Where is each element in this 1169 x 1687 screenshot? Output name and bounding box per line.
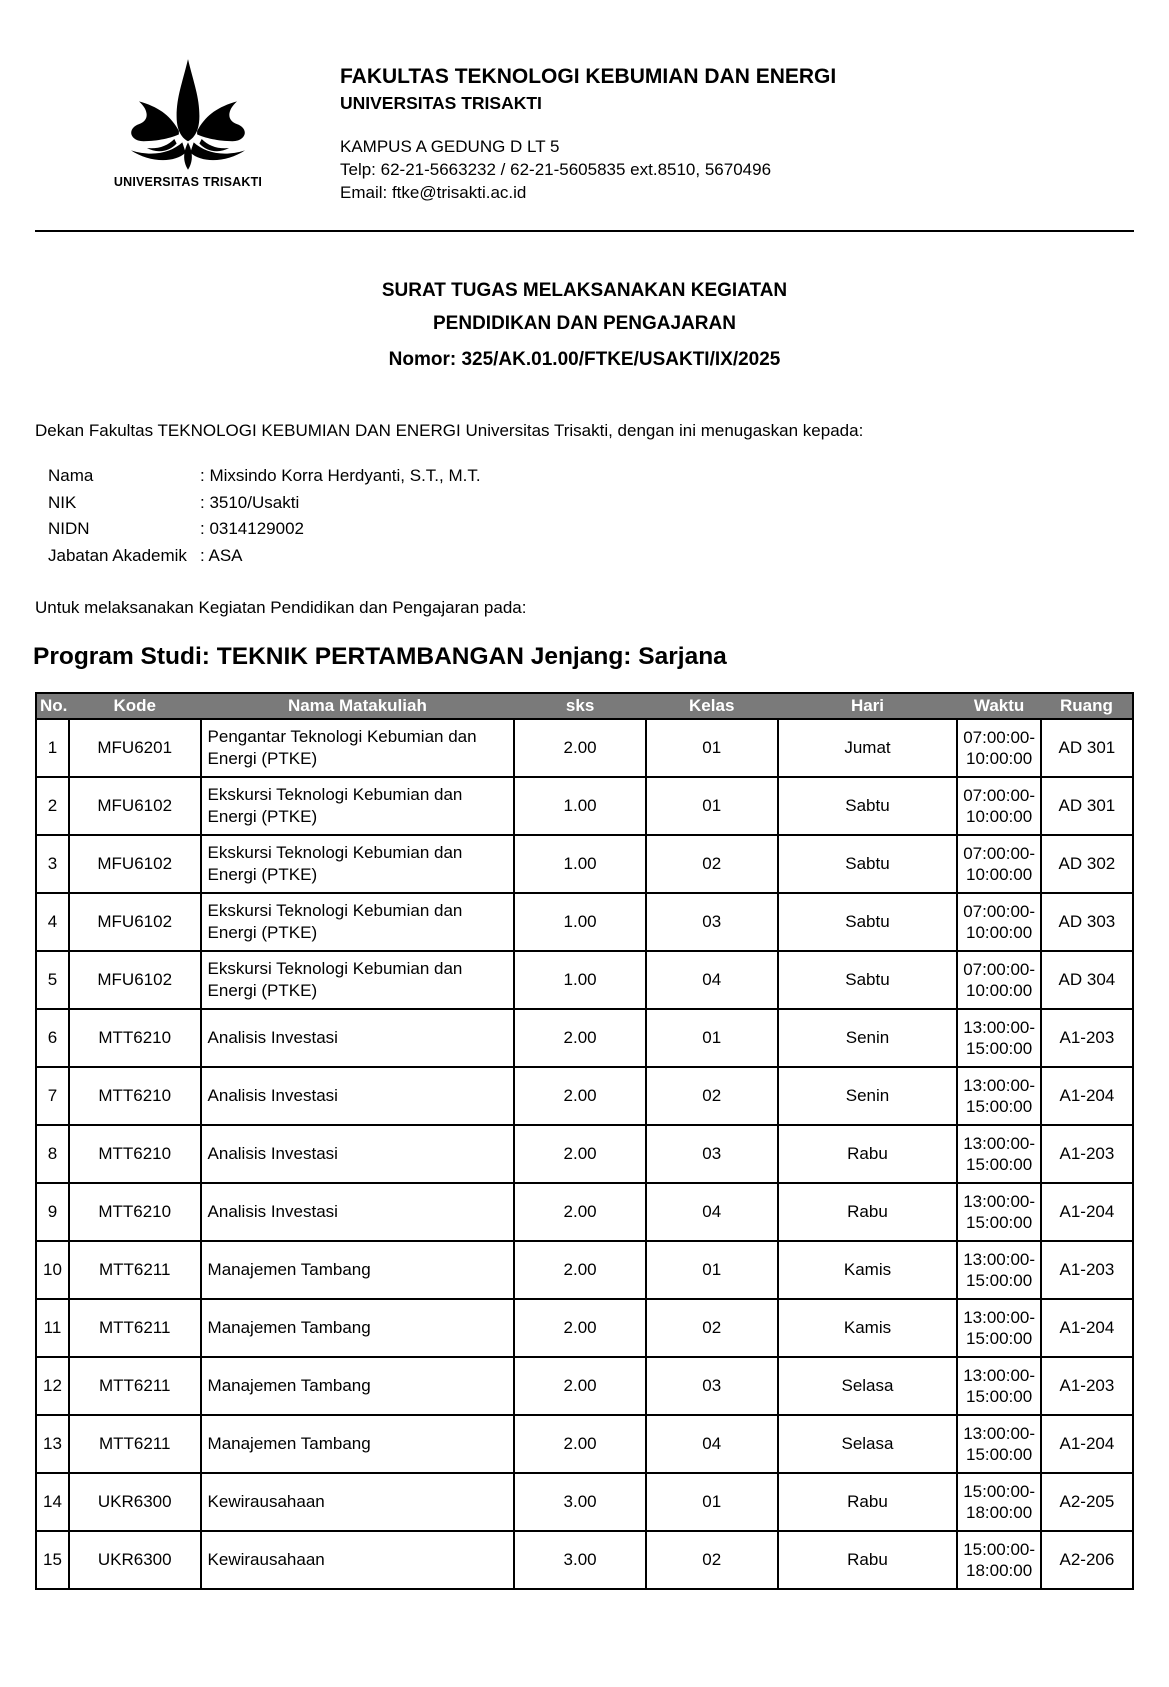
cell-kelas: 02: [646, 835, 778, 893]
cell-sks: 1.00: [514, 893, 646, 951]
document-title-line2: PENDIDIKAN DAN PENGAJARAN: [433, 313, 736, 334]
table-row: [36, 1531, 1133, 1589]
header-kelas: Kelas: [646, 693, 778, 719]
cell-ruang: A1-203: [1041, 1357, 1133, 1415]
cell-kode: MFU6102: [69, 893, 201, 951]
cell-waktu: 07:00:00- 10:00:00: [957, 835, 1040, 893]
cell-sks: 2.00: [514, 1125, 646, 1183]
cell-hari: Sabtu: [778, 951, 958, 1009]
cell-waktu: 07:00:00- 10:00:00: [957, 719, 1040, 777]
cell-no: 4: [36, 893, 69, 951]
cell-hari: Rabu: [778, 1531, 958, 1589]
cell-nama: Manajemen Tambang: [201, 1241, 515, 1299]
table-row: [36, 1415, 1133, 1473]
field-value: : 3510/Usakti: [200, 492, 300, 512]
field-value: : 0314129002: [200, 519, 304, 538]
table-row: [36, 777, 1133, 835]
table-header: [36, 693, 1133, 719]
header-ruang: Ruang: [1041, 693, 1133, 719]
letterhead-divider: [35, 230, 1134, 232]
cell-nama: Analisis Investasi: [201, 1125, 515, 1183]
cell-no: 14: [36, 1473, 69, 1531]
cell-waktu: 07:00:00- 10:00:00: [957, 893, 1040, 951]
university-logo: [112, 58, 264, 189]
cell-no: 12: [36, 1357, 69, 1415]
cell-nama: Ekskursi Teknologi Kebumian dan Energi (PTKE): [201, 951, 515, 1009]
cell-waktu: 13:00:00- 15:00:00: [957, 1183, 1040, 1241]
header-sks: sks: [514, 693, 646, 719]
cell-kelas: 03: [646, 1357, 778, 1415]
cell-kelas: 01: [646, 1473, 778, 1531]
cell-waktu: 07:00:00- 10:00:00: [957, 777, 1040, 835]
cell-hari: Sabtu: [778, 777, 958, 835]
cell-nama: Analisis Investasi: [201, 1183, 515, 1241]
cell-ruang: A1-204: [1041, 1415, 1133, 1473]
cell-ruang: AD 304: [1041, 951, 1133, 1009]
cell-ruang: A1-203: [1041, 1125, 1133, 1183]
cell-kode: UKR6300: [69, 1531, 201, 1589]
cell-no: 15: [36, 1531, 69, 1589]
cell-hari: Senin: [778, 1009, 958, 1067]
recipient-block: [48, 463, 1134, 569]
recipient-field-nik: [48, 490, 1134, 517]
trisakti-trident-icon: [119, 58, 257, 172]
logo-caption: UNIVERSITAS TRISAKTI: [113, 175, 263, 189]
cell-kelas: 01: [646, 719, 778, 777]
cell-kelas: 01: [646, 1241, 778, 1299]
cell-sks: 2.00: [514, 1009, 646, 1067]
table-row: [36, 1299, 1133, 1357]
cell-sks: 1.00: [514, 951, 646, 1009]
header-nama-matakuliah: Nama Matakuliah: [201, 693, 515, 719]
cell-waktu: 13:00:00- 15:00:00: [957, 1357, 1040, 1415]
cell-sks: 2.00: [514, 1183, 646, 1241]
field-label: NIK: [48, 492, 77, 512]
recipient-field-nama: [48, 463, 1134, 490]
cell-hari: Sabtu: [778, 835, 958, 893]
course-table-body: [36, 719, 1133, 1589]
cell-hari: Kamis: [778, 1241, 958, 1299]
cell-waktu: 13:00:00- 15:00:00: [957, 1009, 1040, 1067]
cell-hari: Selasa: [778, 1415, 958, 1473]
field-value: : ASA: [200, 545, 243, 565]
header-waktu: Waktu: [957, 693, 1040, 719]
header-no: No.: [36, 693, 69, 719]
cell-kelas: 01: [646, 777, 778, 835]
cell-kelas: 03: [646, 1125, 778, 1183]
title-block: [0, 274, 1169, 371]
recipient-field-jabatan-akademik: [48, 543, 1134, 570]
table-row: [36, 719, 1133, 777]
document-title-line1: SURAT TUGAS MELAKSANAKAN KEGIATAN: [381, 280, 788, 301]
table-row: [36, 893, 1133, 951]
cell-sks: 2.00: [514, 1241, 646, 1299]
table-row: [36, 951, 1133, 1009]
cell-kelas: 01: [646, 1009, 778, 1067]
cell-no: 6: [36, 1009, 69, 1067]
cell-no: 3: [36, 835, 69, 893]
cell-sks: 3.00: [514, 1531, 646, 1589]
cell-sks: 3.00: [514, 1473, 646, 1531]
cell-sks: 1.00: [514, 835, 646, 893]
cell-ruang: AD 302: [1041, 835, 1133, 893]
table-row: [36, 835, 1133, 893]
cell-waktu: 15:00:00- 18:00:00: [957, 1531, 1040, 1589]
cell-waktu: 13:00:00- 15:00:00: [957, 1241, 1040, 1299]
cell-kode: MTT6210: [69, 1125, 201, 1183]
cell-hari: Rabu: [778, 1473, 958, 1531]
cell-ruang: A1-204: [1041, 1183, 1133, 1241]
table-row: [36, 1125, 1133, 1183]
cell-kode: MFU6102: [69, 777, 201, 835]
cell-ruang: AD 303: [1041, 893, 1133, 951]
cell-kode: MTT6210: [69, 1009, 201, 1067]
table-row: [36, 1357, 1133, 1415]
cell-kode: MFU6102: [69, 951, 201, 1009]
table-row: [36, 1067, 1133, 1125]
cell-hari: Rabu: [778, 1183, 958, 1241]
cell-nama: Kewirausahaan: [201, 1531, 515, 1589]
cell-nama: Ekskursi Teknologi Kebumian dan Energi (PTKE): [201, 777, 515, 835]
cell-waktu: 13:00:00- 15:00:00: [957, 1299, 1040, 1357]
cell-nama: Ekskursi Teknologi Kebumian dan Energi (PTKE): [201, 893, 515, 951]
cell-kelas: 02: [646, 1299, 778, 1357]
table-row: [36, 1009, 1133, 1067]
faculty-name: FAKULTAS TEKNOLOGI KEBUMIAN DAN ENERGI: [340, 65, 837, 88]
table-row: [36, 1183, 1133, 1241]
table-row: [36, 1241, 1133, 1299]
field-label: Nama: [48, 466, 94, 485]
cell-nama: Ekskursi Teknologi Kebumian dan Energi (PTKE): [201, 835, 515, 893]
cell-hari: Kamis: [778, 1299, 958, 1357]
cell-hari: Selasa: [778, 1357, 958, 1415]
cell-ruang: A1-203: [1041, 1009, 1133, 1067]
cell-no: 11: [36, 1299, 69, 1357]
header-hari: Hari: [778, 693, 958, 719]
cell-nama: Analisis Investasi: [201, 1009, 515, 1067]
cell-ruang: AD 301: [1041, 777, 1133, 835]
program-title: Program Studi: TEKNIK PERTAMBANGAN Jenjang: Sarjana: [33, 643, 727, 670]
cell-kelas: 04: [646, 1415, 778, 1473]
cell-sks: 2.00: [514, 1299, 646, 1357]
cell-sks: 2.00: [514, 1415, 646, 1473]
cell-kelas: 03: [646, 893, 778, 951]
campus-address: KAMPUS A GEDUNG D LT 5: [340, 137, 560, 156]
cell-no: 8: [36, 1125, 69, 1183]
cell-waktu: 13:00:00- 15:00:00: [957, 1067, 1040, 1125]
cell-sks: 2.00: [514, 719, 646, 777]
cell-waktu: 15:00:00- 18:00:00: [957, 1473, 1040, 1531]
letterhead-text: [340, 58, 836, 204]
cell-kode: MFU6102: [69, 835, 201, 893]
cell-nama: Pengantar Teknologi Kebumian dan Energi (PTKE): [201, 719, 515, 777]
cell-ruang: A1-204: [1041, 1299, 1133, 1357]
cell-no: 10: [36, 1241, 69, 1299]
document-number: Nomor: 325/AK.01.00/FTKE/USAKTI/IX/2025: [388, 349, 781, 370]
cell-hari: Rabu: [778, 1125, 958, 1183]
cell-nama: Manajemen Tambang: [201, 1357, 515, 1415]
table-header-row: [36, 693, 1133, 719]
cell-waktu: 07:00:00- 10:00:00: [957, 951, 1040, 1009]
cell-kode: MTT6210: [69, 1183, 201, 1241]
course-schedule-table: [35, 692, 1134, 1590]
cell-sks: 2.00: [514, 1067, 646, 1125]
cell-no: 13: [36, 1415, 69, 1473]
cell-no: 2: [36, 777, 69, 835]
cell-ruang: A1-203: [1041, 1241, 1133, 1299]
cell-kelas: 04: [646, 1183, 778, 1241]
cell-kelas: 04: [646, 951, 778, 1009]
cell-waktu: 13:00:00- 15:00:00: [957, 1125, 1040, 1183]
cell-kode: MTT6211: [69, 1241, 201, 1299]
cell-nama: Manajemen Tambang: [201, 1415, 515, 1473]
header-kode: Kode: [69, 693, 201, 719]
cell-ruang: AD 301: [1041, 719, 1133, 777]
cell-sks: 1.00: [514, 777, 646, 835]
cell-kelas: 02: [646, 1067, 778, 1125]
cell-kode: UKR6300: [69, 1473, 201, 1531]
cell-waktu: 13:00:00- 15:00:00: [957, 1415, 1040, 1473]
field-label: NIDN: [48, 519, 90, 538]
cell-sks: 2.00: [514, 1357, 646, 1415]
cell-no: 1: [36, 719, 69, 777]
cell-nama: Manajemen Tambang: [201, 1299, 515, 1357]
phone-line: Telp: 62-21-5663232 / 62-21-5605835 ext.8510, 5670496: [340, 160, 772, 179]
cell-no: 5: [36, 951, 69, 1009]
cell-kode: MFU6201: [69, 719, 201, 777]
cell-hari: Sabtu: [778, 893, 958, 951]
cell-hari: Jumat: [778, 719, 958, 777]
cell-nama: Kewirausahaan: [201, 1473, 515, 1531]
cell-kode: MTT6211: [69, 1357, 201, 1415]
table-row: [36, 1473, 1133, 1531]
cell-kode: MTT6211: [69, 1299, 201, 1357]
cell-nama: Analisis Investasi: [201, 1067, 515, 1125]
letterhead: [0, 0, 1169, 204]
university-name: UNIVERSITAS TRISAKTI: [340, 93, 542, 113]
cell-hari: Senin: [778, 1067, 958, 1125]
field-label: Jabatan Akademik: [48, 545, 187, 565]
cell-ruang: A2-205: [1041, 1473, 1133, 1531]
intro-paragraph: Dekan Fakultas TEKNOLOGI KEBUMIAN DAN ENERGI Universitas Trisakti, dengan ini menugaskan kepada:: [35, 421, 864, 440]
cell-no: 9: [36, 1183, 69, 1241]
email-line: Email: ftke@trisakti.ac.id: [340, 183, 527, 202]
cell-ruang: A1-204: [1041, 1067, 1133, 1125]
field-value: : Mixsindo Korra Herdyanti, S.T., M.T.: [200, 466, 481, 485]
cell-no: 7: [36, 1067, 69, 1125]
cell-kelas: 02: [646, 1531, 778, 1589]
cell-ruang: A2-206: [1041, 1531, 1133, 1589]
assignment-intro: Untuk melaksanakan Kegiatan Pendidikan dan Pengajaran pada:: [35, 598, 527, 617]
recipient-field-nidn: [48, 516, 1134, 543]
cell-kode: MTT6211: [69, 1415, 201, 1473]
cell-kode: MTT6210: [69, 1067, 201, 1125]
